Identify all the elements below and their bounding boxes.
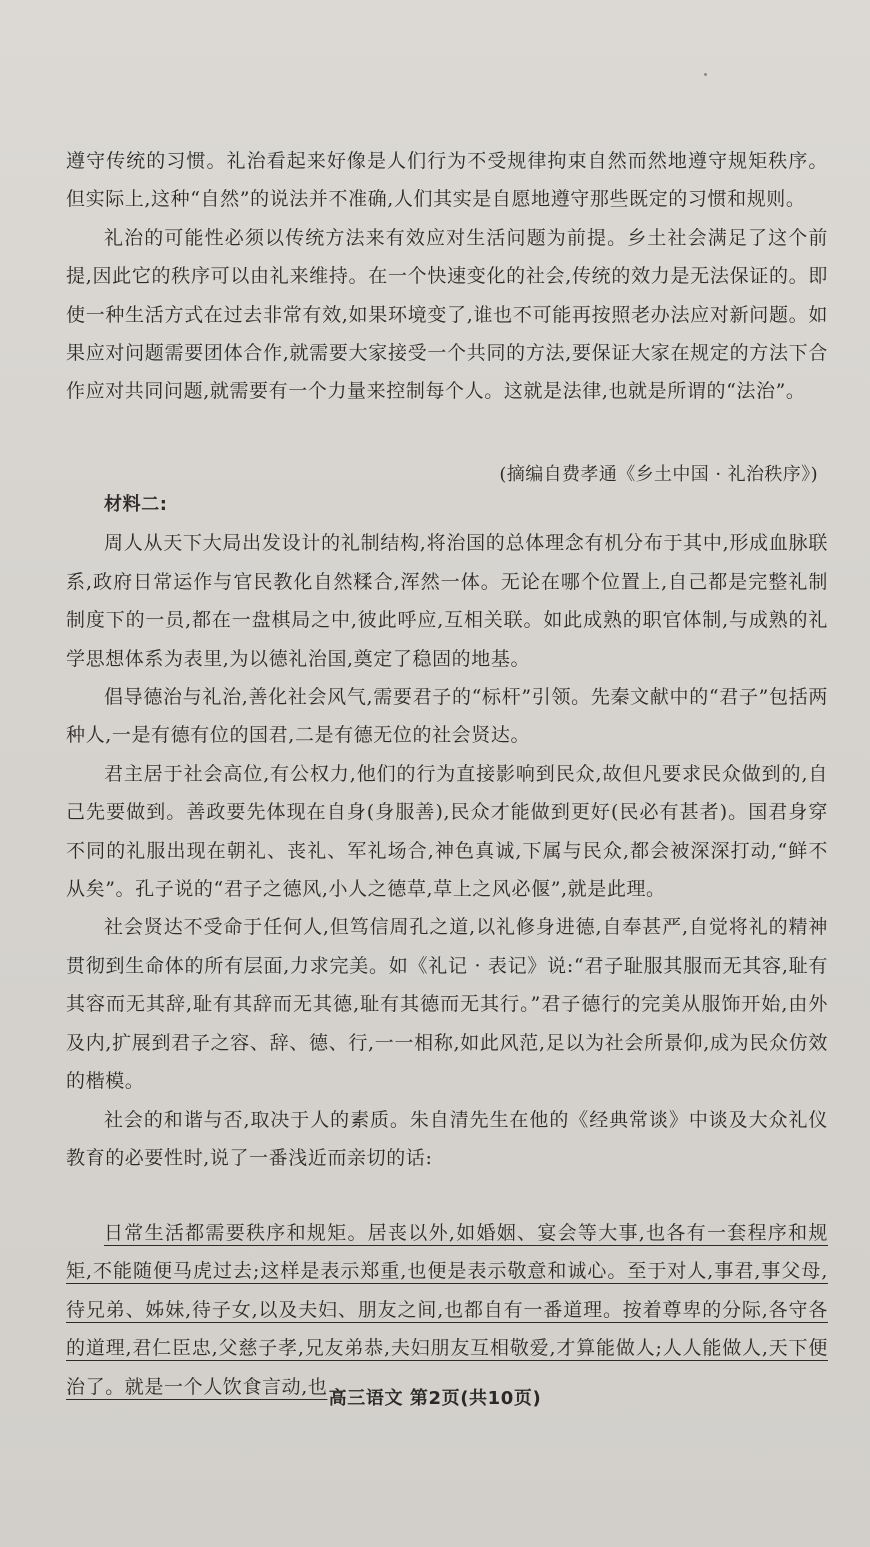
paragraph-harmony: 社会的和谐与否,取决于人的素质。朱自清先生在他的《经典常谈》中谈及大众礼仪教育的必要性时,说了一番浅近而亲切的话: — [66, 1108, 828, 1169]
citation-source: (摘编自费孝通《乡土中国 · 礼治秩序》) — [499, 464, 818, 485]
material-two-heading: 材料二: — [104, 494, 168, 515]
quoted-passage-section — [66, 1214, 828, 1406]
paragraph-junzi-benchmark: 倡导德治与礼治,善化社会风气,需要君子的“标杆”引领。先秦文献中的“君子”包括两种人,一是有德有位的国君,二是有德无位的社会贤达。 — [66, 686, 828, 747]
material-two-section — [66, 486, 828, 1177]
underlined-quote-text: 日常生活都需要秩序和规矩。居丧以外,如婚姻、宴会等大事,也各有一套程序和规矩,不能随便马虎过去;这样是表示郑重,也便是表示敬意和诚心。至于对人,事君,事父母,待兄弟、姊妹,待子女,以及夫妇、朋友之间,也都自有一番道理。按着尊卑的分际,各守各的道理,君仁臣忠,父慈子孝,兄友弟恭,夫妇朋友互相敬爱,才算能做人;人人能做人,天下便治了。就是一个人饮食言动,也 — [66, 1222, 828, 1398]
paragraph-monarch: 君主居于社会高位,有公权力,他们的行为直接影响到民众,故但凡要求民众做到的,自己先要做到。善政要先体现在自身(身服善),民众才能做到更好(民必有甚者)。国君身穿不同的礼服出现在朝礼、丧礼、军礼场合,神色真诚,下属与民众,都会被深深打动,“鲜不从矣”。孔子说的“君子之德风,小人之德草,草上之风必偃”,就是此理。 — [66, 762, 828, 901]
paragraph-rule-of-rites: 礼治的可能性必须以传统方法来有效应对生活问题为前提。乡土社会满足了这个前提,因此它的秩序可以由礼来维持。在一个快速变化的社会,传统的效力是无法保证的。即使一种生活方式在过去非常有效,如果环境变了,谁也不可能再按照老办法应对新问题。如果应对问题需要团体合作,就需要大家接受一个共同的方法,要保证大家在规定的方法下合作应对共同问题,就需要有一个力量来控制每个人。这就是法律,也就是所谓的“法治”。 — [66, 226, 828, 403]
page-footer: 高三语文 第2页(共10页) — [328, 1388, 542, 1409]
paragraph-social-elite: 社会贤达不受命于任何人,但笃信周孔之道,以礼修身进德,自奉甚严,自觉将礼的精神贯彻到生命体的所有层面,力求完美。如《礼记 · 表记》说:“君子耻服其服而无其容,耻有其容而无其辞,耻有其辞而无其德,耻有其德而无其行。”君子德行的完美从服饰开始,由外及内,扩展到君子之容、辞、德、行,一一相称,如此风范,足以为社会所景仰,成为民众仿效的楷模。 — [66, 916, 828, 1093]
quoted-passage — [66, 1214, 828, 1406]
paragraph-zhou-system: 周人从天下大局出发设计的礼制结构,将治国的总体理念有机分布于其中,形成血脉联系,政府日常运作与官民教化自然糅合,浑然一体。无论在哪个位置上,自己都是完整礼制制度下的一员,都在一盘棋局之中,彼此呼应,互相关联。如此成熟的职官体制,与成熟的礼学思想体系为表里,为以德礼治国,奠定了稳固的地基。 — [66, 532, 828, 670]
paper-speck — [704, 73, 707, 76]
paragraph-continuation: 遵守传统的习惯。礼治看起来好像是人们行为不受规律拘束自然而然地遵守规矩秩序。但实际上,这种“自然”的说法并不准确,人们其实是自愿地遵守那些既定的习惯和规则。 — [66, 150, 828, 211]
material-one-section — [66, 142, 828, 411]
